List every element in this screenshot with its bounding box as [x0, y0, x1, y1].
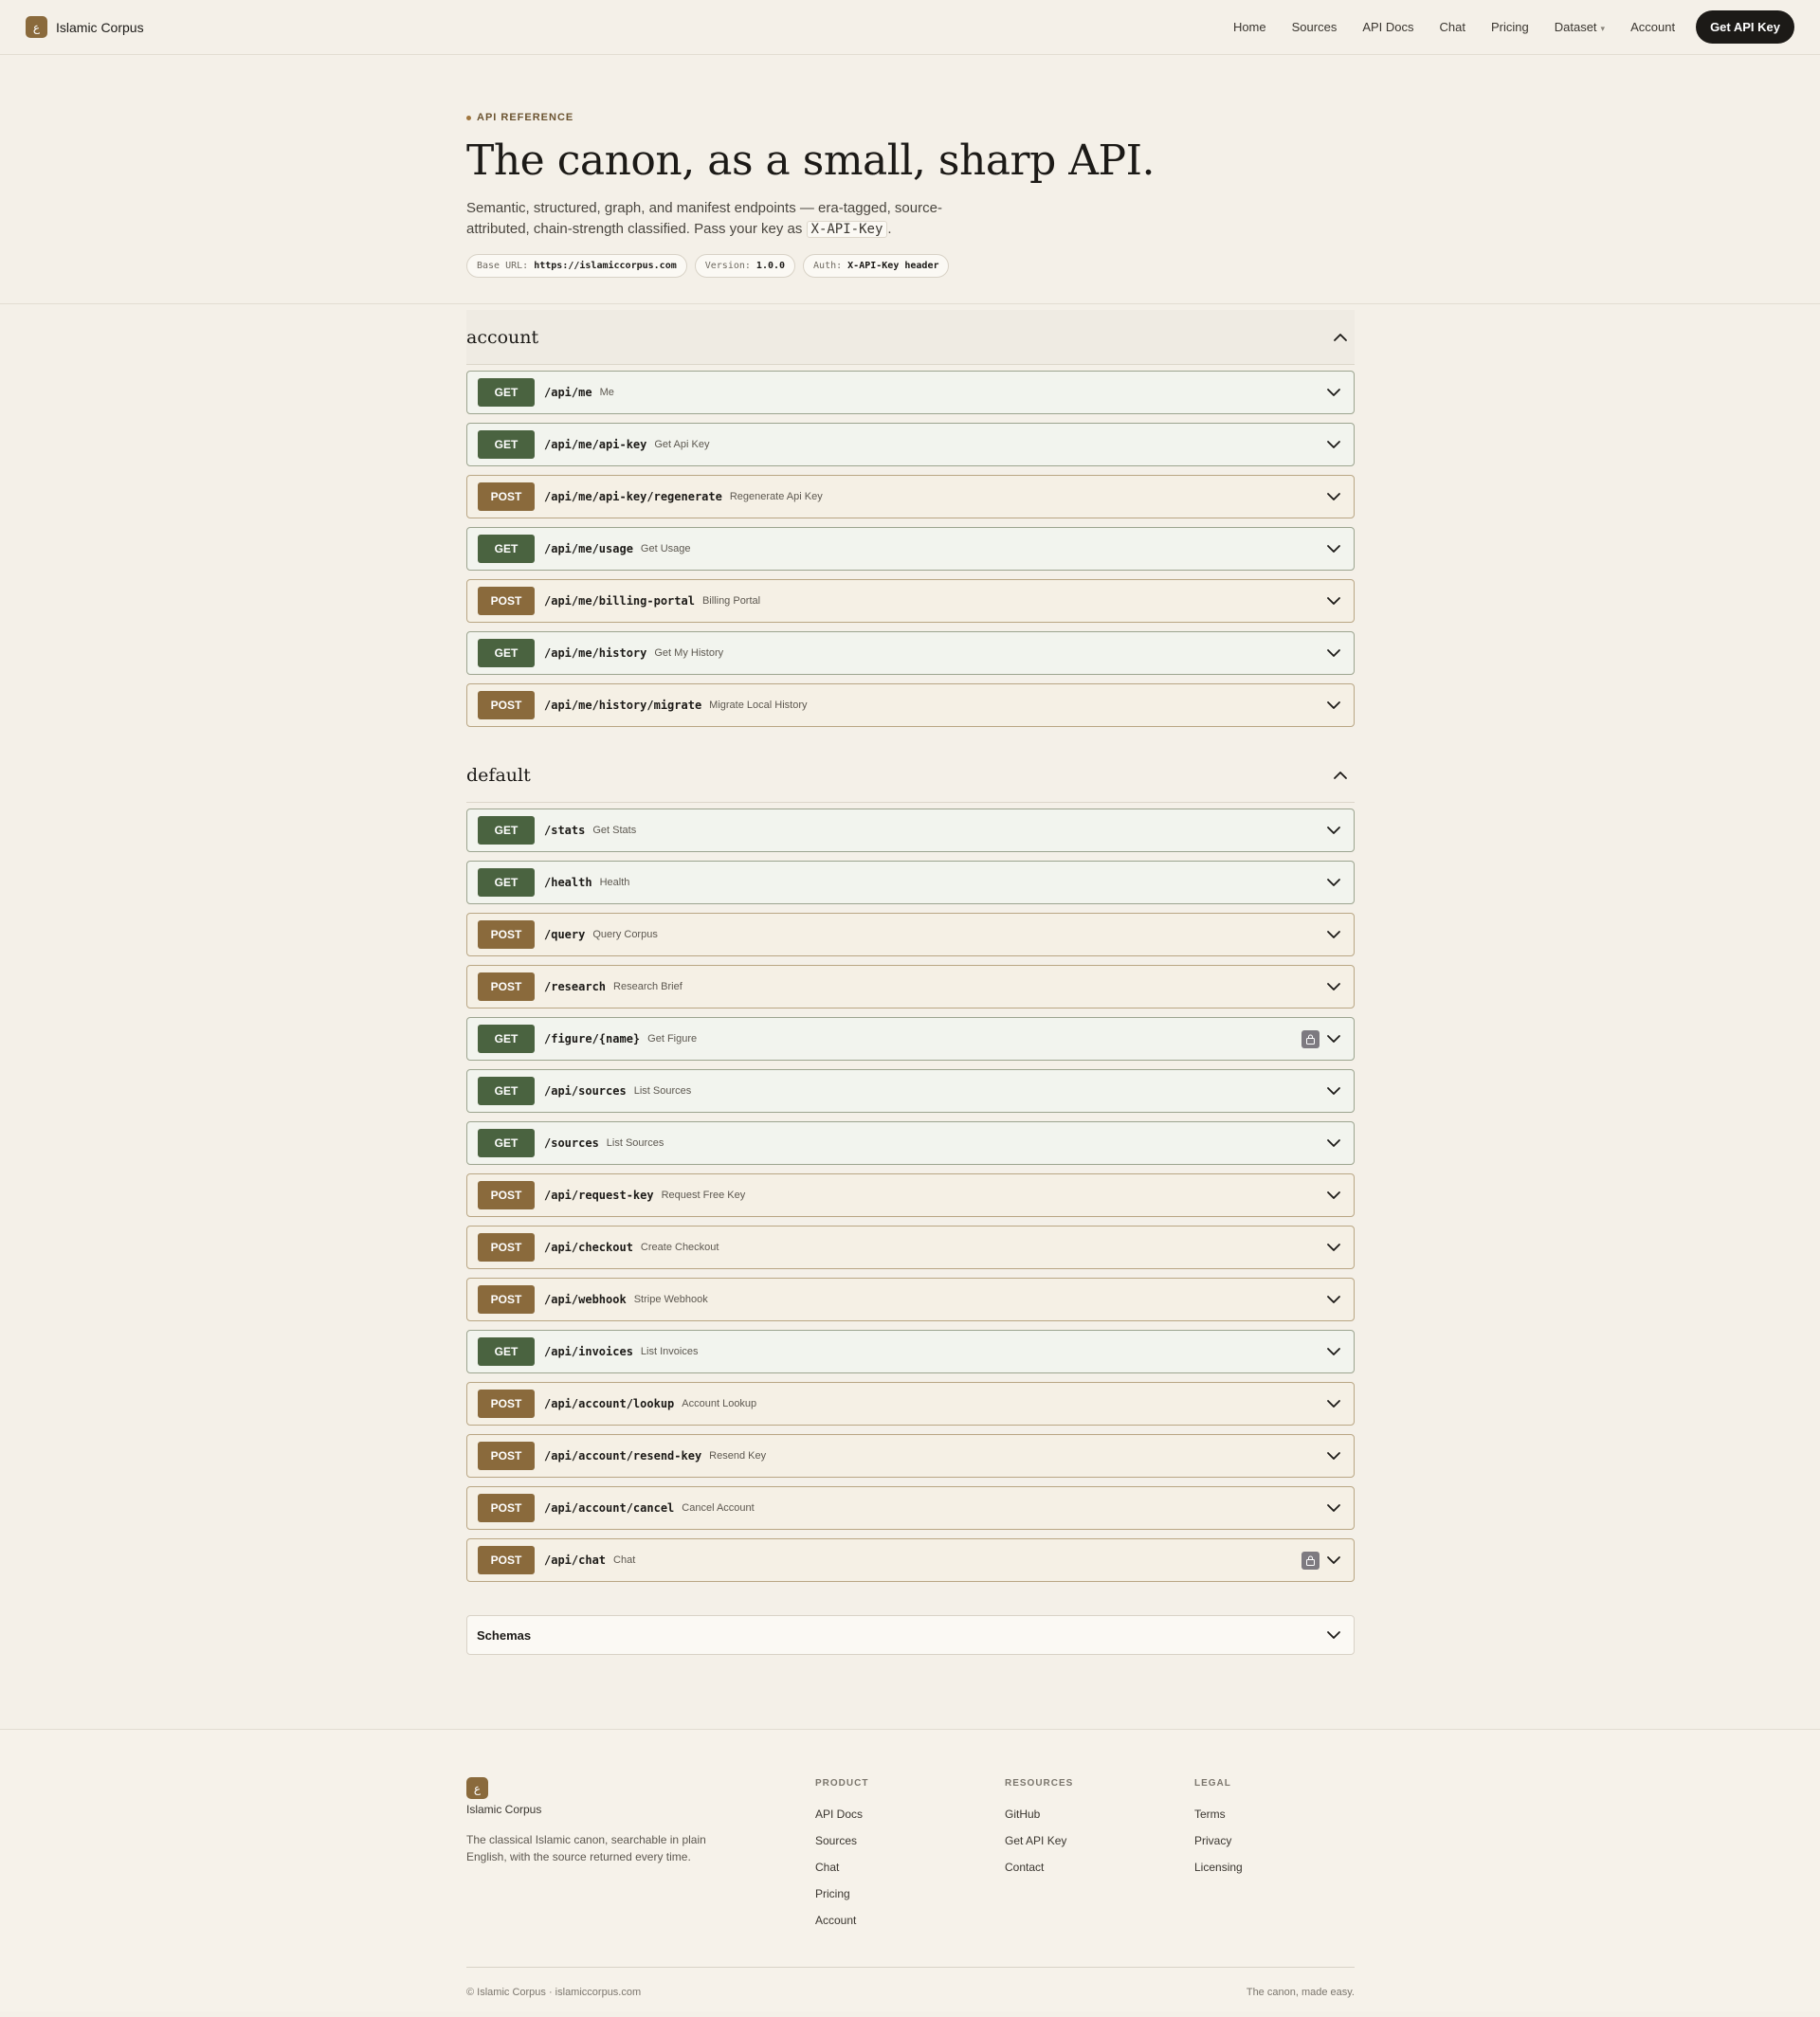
chevron-down-icon[interactable]: [1323, 1289, 1344, 1310]
description-end: .: [887, 221, 892, 237]
nav-sources[interactable]: Sources: [1291, 20, 1338, 34]
endpoint-path: /api/sources: [544, 1084, 627, 1098]
operation-row[interactable]: [466, 913, 1355, 956]
brand[interactable]: [26, 16, 144, 38]
description-text: Semantic, structured, graph, and manifest endpoints — era-tagged, source-attributed, chain-strength classified. Pass your key as: [466, 200, 942, 237]
method-badge: GET: [478, 816, 535, 845]
footer-link-api-docs[interactable]: API Docs: [815, 1808, 864, 1821]
footer-col-resources: [1005, 1778, 1073, 1874]
endpoint-path: /api/me/billing-portal: [544, 594, 695, 608]
lock-icon[interactable]: [1301, 1030, 1320, 1048]
footer: [0, 1729, 1820, 2011]
operation-row[interactable]: [466, 579, 1355, 623]
endpoint-summary: Query Corpus: [592, 929, 658, 940]
method-badge: POST: [478, 920, 535, 949]
operations-list: [466, 803, 1355, 1582]
endpoint-summary: List Sources: [633, 1085, 692, 1097]
operation-row[interactable]: [466, 527, 1355, 571]
endpoint-summary: Chat: [613, 1554, 636, 1566]
endpoint-summary: Billing Portal: [701, 595, 761, 607]
footer-col-product: [815, 1778, 868, 1927]
endpoint-path: /api/me: [544, 386, 592, 399]
chevron-down-icon[interactable]: [1323, 1185, 1344, 1206]
operation-row[interactable]: [466, 1069, 1355, 1113]
chevron-down-icon[interactable]: [1323, 538, 1344, 559]
chevron-down-icon[interactable]: [1323, 486, 1344, 507]
operation-row[interactable]: [466, 475, 1355, 518]
auth-pill: [803, 254, 949, 278]
endpoint-path: /api/chat: [544, 1554, 607, 1567]
chevron-down-icon[interactable]: [1323, 382, 1344, 403]
method-badge: POST: [478, 691, 535, 719]
nav-dataset-dropdown[interactable]: [1555, 20, 1605, 34]
nav-dataset-label: Dataset: [1554, 20, 1597, 34]
footer-link-account[interactable]: Account: [815, 1914, 857, 1927]
base-url-pill: [466, 254, 687, 278]
footer-link-licensing[interactable]: Licensing: [1194, 1861, 1243, 1874]
footer-link-contact[interactable]: Contact: [1005, 1861, 1045, 1874]
schemas-section[interactable]: [466, 1615, 1355, 1655]
method-badge: GET: [478, 535, 535, 563]
endpoint-path: /stats: [544, 824, 586, 837]
endpoint-summary: Create Checkout: [640, 1242, 719, 1253]
footer-logo-icon: ع: [466, 1777, 488, 1799]
nav-api-docs[interactable]: API Docs: [1362, 20, 1414, 34]
operation-row[interactable]: [466, 1382, 1355, 1426]
operation-row[interactable]: [466, 631, 1355, 675]
footer-col-title: PRODUCT: [815, 1778, 869, 1789]
chevron-down-icon: [1323, 1625, 1344, 1645]
endpoint-summary: Resend Key: [709, 1450, 767, 1462]
chevron-down-icon[interactable]: [1323, 695, 1344, 716]
endpoint-summary: Get Stats: [592, 825, 637, 836]
nav-home[interactable]: Home: [1232, 20, 1266, 34]
brand-name: Islamic Corpus: [56, 19, 144, 35]
chevron-down-icon[interactable]: [1323, 1028, 1344, 1049]
chevron-down-icon[interactable]: [1323, 591, 1344, 611]
method-badge: POST: [478, 1233, 535, 1262]
footer-link-terms[interactable]: Terms: [1194, 1808, 1226, 1821]
operation-row[interactable]: [466, 1538, 1355, 1582]
schemas-label: Schemas: [477, 1627, 532, 1643]
footer-brand-name: Islamic Corpus: [466, 1803, 542, 1816]
info-pills: [466, 254, 1820, 278]
endpoint-summary: Request Free Key: [661, 1190, 746, 1201]
footer-slogan: The canon, made easy.: [1246, 1987, 1355, 1998]
endpoint-summary: Stripe Webhook: [633, 1294, 708, 1305]
pill-value: https://islamiccorpus.com: [534, 261, 677, 271]
method-badge: GET: [478, 1025, 535, 1053]
method-badge: GET: [478, 1129, 535, 1157]
chevron-down-icon[interactable]: [1323, 1237, 1344, 1258]
footer-col-legal: [1194, 1778, 1243, 1874]
endpoint-path: /api/me/usage: [544, 542, 633, 555]
group-title: default: [466, 764, 531, 786]
nav-pricing[interactable]: Pricing: [1490, 20, 1529, 34]
endpoint-path: /api/account/lookup: [544, 1397, 675, 1410]
chevron-down-icon[interactable]: [1323, 1445, 1344, 1466]
endpoint-summary: Health: [599, 877, 630, 888]
method-badge: GET: [478, 1077, 535, 1105]
method-badge: POST: [478, 1181, 535, 1209]
page-title: The canon, as a small, sharp API.: [466, 136, 1155, 185]
endpoint-summary: Get My History: [654, 647, 724, 659]
page-description: [466, 198, 959, 240]
endpoint-path: /api/account/cancel: [544, 1501, 675, 1515]
chevron-down-icon[interactable]: [1323, 1550, 1344, 1571]
top-nav: [0, 0, 1820, 55]
get-api-key-button[interactable]: Get API Key: [1696, 10, 1794, 44]
endpoint-path: /research: [544, 980, 607, 993]
endpoint-path: /health: [544, 876, 592, 889]
group-title: account: [466, 326, 539, 348]
group-header-account[interactable]: [466, 310, 1355, 365]
main-nav: [1208, 10, 1794, 44]
chevron-down-icon[interactable]: [1323, 1498, 1344, 1518]
footer-link-chat[interactable]: Chat: [815, 1861, 840, 1874]
endpoint-groups: [466, 310, 1355, 1582]
operation-row[interactable]: [466, 683, 1355, 727]
method-badge: POST: [478, 1442, 535, 1470]
endpoint-path: /api/invoices: [544, 1345, 633, 1358]
chevron-down-icon[interactable]: [1323, 1133, 1344, 1154]
brand-logo-icon: ع: [26, 16, 47, 38]
operations-list: [466, 365, 1355, 727]
endpoint-path: /api/request-key: [544, 1189, 654, 1202]
operation-row[interactable]: [466, 861, 1355, 904]
footer-link-github[interactable]: GitHub: [1005, 1808, 1041, 1821]
endpoint-path: /api/me/api-key/regenerate: [544, 490, 722, 503]
nav-chat[interactable]: Chat: [1439, 20, 1465, 34]
hero: [0, 55, 1820, 304]
endpoint-path: /api/me/history/migrate: [544, 699, 702, 712]
operation-row[interactable]: [466, 371, 1355, 414]
method-badge: GET: [478, 430, 535, 459]
nav-account[interactable]: Account: [1630, 20, 1676, 34]
endpoint-summary: Account Lookup: [682, 1398, 757, 1409]
operation-row[interactable]: [466, 423, 1355, 466]
chevron-down-icon[interactable]: [1323, 924, 1344, 945]
endpoint-summary: Get Api Key: [654, 439, 710, 450]
endpoint-summary: Research Brief: [613, 981, 682, 992]
chevron-down-icon[interactable]: [1323, 820, 1344, 841]
operation-row[interactable]: [466, 1434, 1355, 1478]
endpoint-path: /sources: [544, 1136, 599, 1150]
endpoint-path: /api/checkout: [544, 1241, 633, 1254]
pill-label: Base URL:: [477, 261, 535, 271]
endpoint-group-default: [466, 748, 1355, 1582]
api-reference: [466, 310, 1355, 1655]
operation-row[interactable]: [466, 1278, 1355, 1321]
footer-bottom: [466, 1967, 1355, 1998]
method-badge: POST: [478, 1546, 535, 1574]
endpoint-path: /api/webhook: [544, 1293, 627, 1306]
lock-icon[interactable]: [1301, 1552, 1320, 1570]
footer-link-sources[interactable]: Sources: [815, 1834, 858, 1847]
group-header-default[interactable]: [466, 748, 1355, 803]
chevron-up-icon: [1330, 327, 1351, 348]
operation-row[interactable]: [466, 1121, 1355, 1165]
version-pill: [695, 254, 795, 278]
method-badge: POST: [478, 482, 535, 511]
chevron-down-icon[interactable]: [1323, 1393, 1344, 1414]
method-badge: GET: [478, 639, 535, 667]
endpoint-summary: Migrate Local History: [709, 700, 808, 711]
chevron-down-icon[interactable]: [1323, 434, 1344, 455]
footer-col-title: RESOURCES: [1005, 1778, 1074, 1789]
copyright: © Islamic Corpus · islamiccorpus.com: [466, 1987, 642, 1998]
pill-label: Auth:: [813, 261, 848, 271]
footer-link-get-api-key[interactable]: Get API Key: [1005, 1834, 1067, 1847]
endpoint-path: /api/account/resend-key: [544, 1449, 702, 1463]
endpoint-path: /figure/{name}: [544, 1032, 641, 1045]
chevron-down-icon: ▾: [1600, 24, 1606, 33]
endpoint-summary: List Invoices: [640, 1346, 699, 1357]
chevron-down-icon[interactable]: [1323, 976, 1344, 997]
operation-row[interactable]: [466, 1226, 1355, 1269]
footer-link-privacy[interactable]: Privacy: [1194, 1834, 1232, 1847]
pill-value: 1.0.0: [755, 261, 786, 271]
endpoint-path: /api/me/history: [544, 646, 647, 660]
footer-tagline: The classical Islamic canon, searchable in plain English, with the source returned every time.: [466, 1833, 706, 1863]
operation-row[interactable]: [466, 1486, 1355, 1530]
api-key-header-code: X-API-Key: [807, 221, 888, 238]
method-badge: POST: [478, 1390, 535, 1418]
operation-row[interactable]: [466, 965, 1355, 1008]
operation-row[interactable]: [466, 1017, 1355, 1061]
chevron-up-icon: [1330, 765, 1351, 786]
method-badge: GET: [478, 868, 535, 897]
method-badge: POST: [478, 1494, 535, 1522]
footer-col-title: LEGAL: [1194, 1778, 1231, 1789]
chevron-down-icon[interactable]: [1323, 643, 1344, 663]
endpoint-path: /api/me/api-key: [544, 438, 647, 451]
pill-value: X-API-Key header: [847, 261, 939, 271]
method-badge: POST: [478, 587, 535, 615]
endpoint-summary: Get Figure: [647, 1033, 698, 1045]
method-badge: POST: [478, 1285, 535, 1314]
method-badge: GET: [478, 1337, 535, 1366]
endpoint-summary: Cancel Account: [682, 1502, 755, 1514]
operation-row[interactable]: [466, 809, 1355, 852]
operation-row[interactable]: [466, 1173, 1355, 1217]
footer-brand: [466, 1777, 722, 1865]
operation-row[interactable]: [466, 1330, 1355, 1373]
footer-link-pricing[interactable]: Pricing: [815, 1887, 850, 1900]
method-badge: GET: [478, 378, 535, 407]
method-badge: POST: [478, 972, 535, 1001]
eyebrow-dot-icon: [466, 116, 471, 120]
endpoint-group-account: [466, 310, 1355, 727]
chevron-down-icon[interactable]: [1323, 872, 1344, 893]
eyebrow-label: API REFERENCE: [477, 112, 574, 123]
pill-label: Version:: [704, 261, 756, 271]
endpoint-summary: Me: [599, 387, 614, 398]
chevron-down-icon[interactable]: [1323, 1341, 1344, 1362]
eyebrow: [466, 112, 1820, 123]
endpoint-summary: Regenerate Api Key: [729, 491, 823, 502]
endpoint-summary: Get Usage: [640, 543, 691, 554]
chevron-down-icon[interactable]: [1323, 1081, 1344, 1101]
endpoint-summary: List Sources: [606, 1137, 664, 1149]
endpoint-path: /query: [544, 928, 586, 941]
